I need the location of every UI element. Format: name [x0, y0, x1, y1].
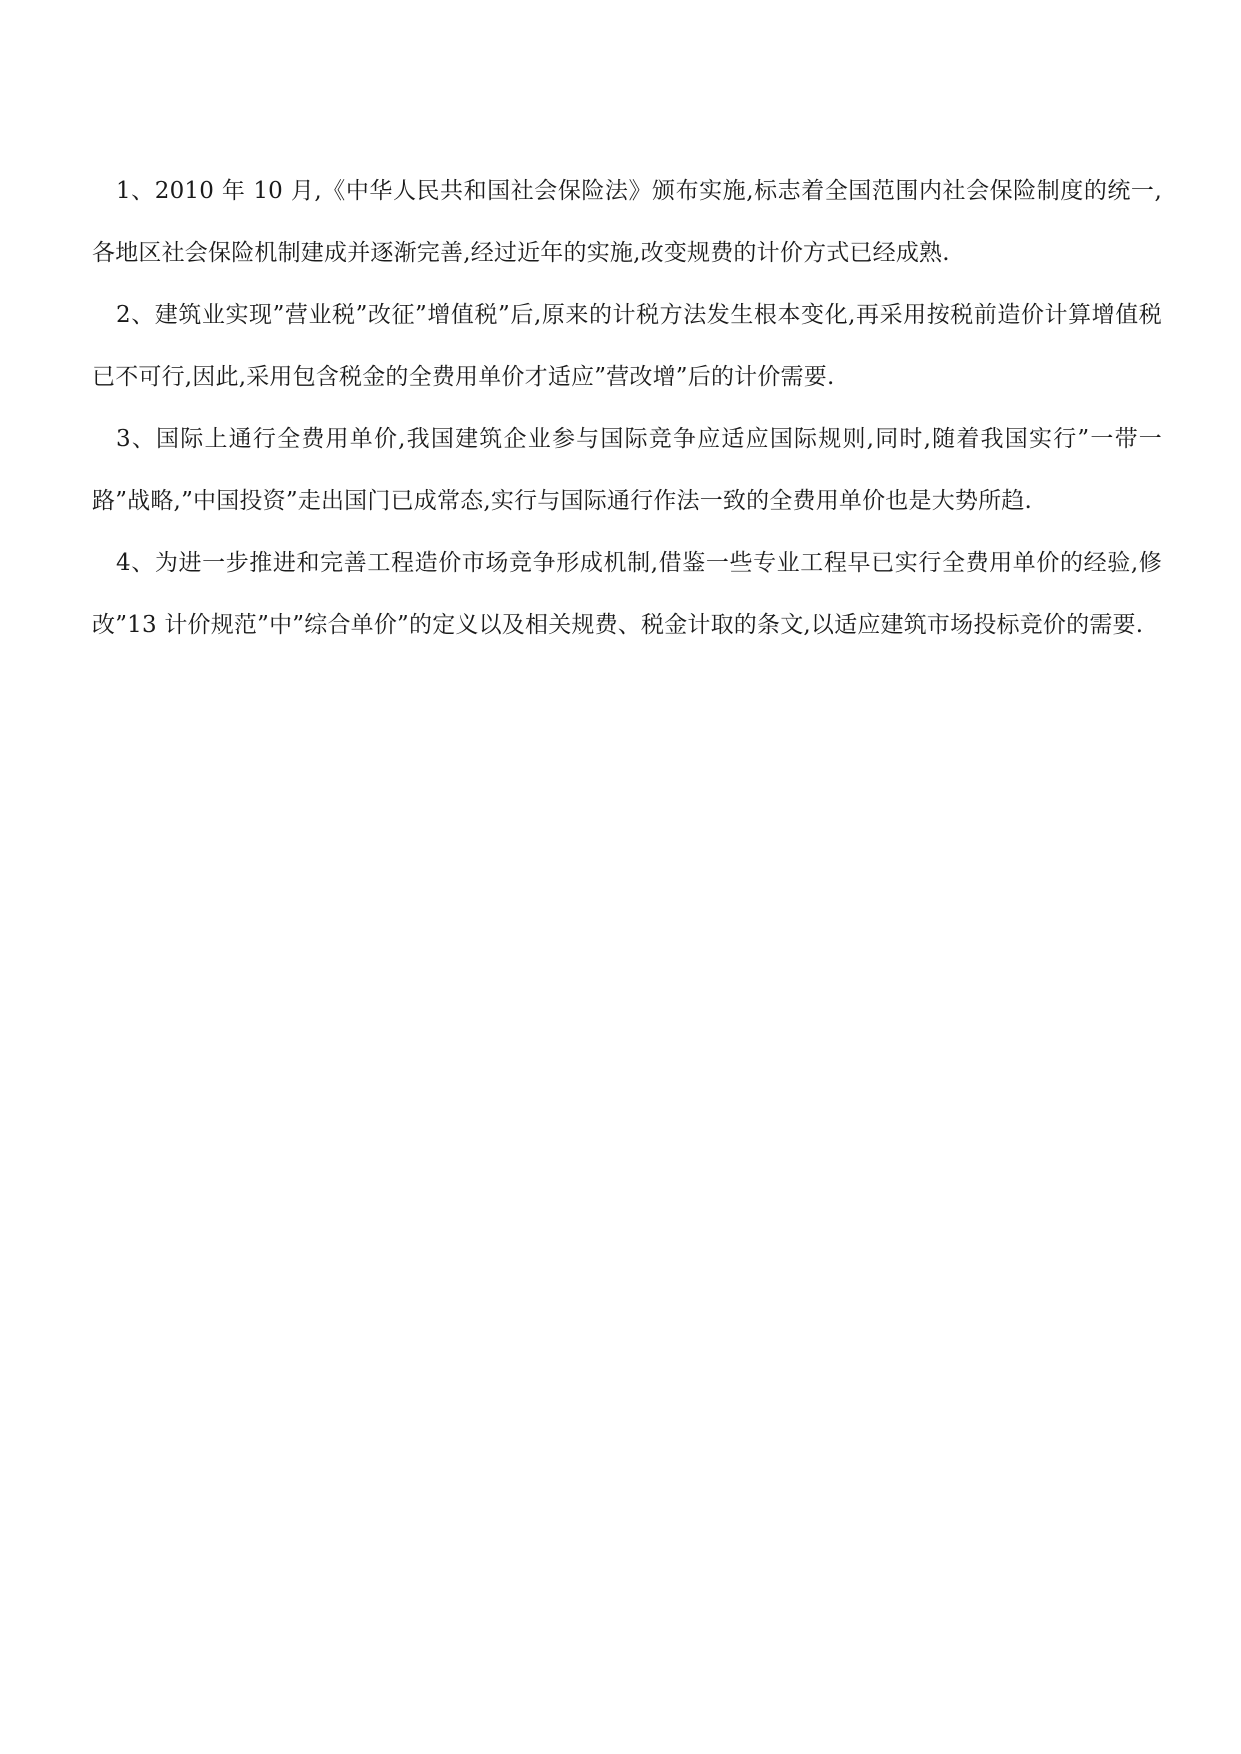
paragraph-1: 1、2010 年 10 月,《中华人民共和国社会保险法》颁布实施,标志着全国范围内社会保险制度的统一,各地区社会保险机制建成并逐渐完善,经过近年的实施,改变规费的计价方式已经成熟.	[92, 178, 1162, 266]
paragraph-2: 2、建筑业实现”营业税”改征”增值税”后,原来的计税方法发生根本变化,再采用按税前造价计算增值税已不可行,因此,采用包含税金的全费用单价才适应”营改增”后的计价需要.	[92, 302, 1162, 390]
document-body	[92, 160, 1162, 656]
paragraph-3: 3、国际上通行全费用单价,我国建筑企业参与国际竞争应适应国际规则,同时,随着我国实行”一带一路”战略,”中国投资”走出国门已成常态,实行与国际通行作法一致的全费用单价也是大势所趋.	[92, 426, 1162, 514]
paragraph-4: 4、为进一步推进和完善工程造价市场竞争形成机制,借鉴一些专业工程早已实行全费用单价的经验,修改”13 计价规范”中”综合单价”的定义以及相关规费、税金计取的条文,以适应建筑市场投标竞价的需要.	[92, 550, 1162, 638]
